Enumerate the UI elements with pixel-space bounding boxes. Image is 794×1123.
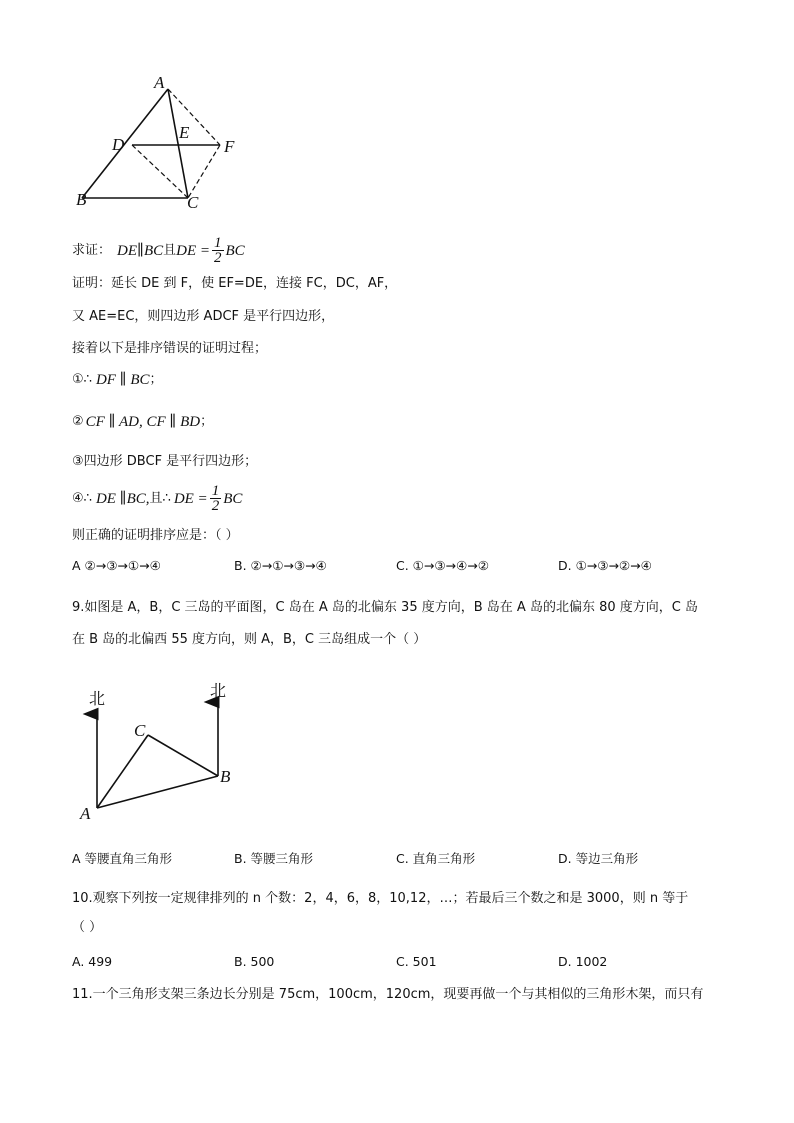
label-c: C (134, 721, 146, 740)
step-4-and: 且∴ (149, 490, 171, 506)
label-b: B (76, 190, 87, 209)
step-1-end: ； (149, 372, 163, 387)
segment-cb (148, 735, 218, 776)
prove-bc: BC (225, 242, 245, 259)
q10-line-2: （ ） (72, 920, 103, 935)
q10-option-c: C. 501 (396, 954, 437, 969)
label-b: B (220, 767, 231, 786)
q8-option-d: D. ①→③→②→④ (558, 558, 652, 573)
fraction-half (212, 236, 224, 265)
step-4-fraction (210, 484, 222, 513)
proof-line-1: 证明：延长 DE 到 F，使 EF=DE，连接 FC，DC，AF， (72, 276, 398, 291)
step-2-text: CF ∥ AD, CF ∥ BD (85, 414, 201, 430)
proof-step-2 (72, 414, 213, 430)
q10-line-1: 10.观察下列按一定规律排列的 n 个数：2，4，6，8，10,12，…；若最后三个数之和是 3000，则 n 等于 (72, 891, 689, 906)
q9-option-c: C. 直角三角形 (396, 851, 476, 866)
label-d: D (112, 135, 125, 154)
label-a: A (154, 73, 165, 92)
geometry-figure-1 (70, 70, 250, 215)
fraction-denominator: 2 (211, 498, 220, 514)
q9-option-b: B. 等腰三角形 (234, 851, 314, 866)
north-label-b: 北 (210, 681, 227, 700)
proof-step-1 (72, 372, 163, 388)
proof-step-3: ③四边形 DBCF 是平行四边形； (72, 454, 258, 469)
segment-ac (168, 89, 188, 198)
fraction-numerator: 1 (211, 483, 220, 499)
q10-option-a: A. 499 (72, 954, 113, 969)
step-4-de-eq: DE = (173, 490, 208, 507)
step-1-text: DF ∥ BC (95, 372, 150, 388)
step-2-end: ； (200, 414, 214, 429)
step-4-number: ④∴ (72, 490, 92, 506)
step-4-de-parallel: DE ∥BC, (95, 490, 150, 507)
label-f: F (224, 137, 235, 156)
q10-option-b: B. 500 (234, 954, 275, 969)
prove-de-eq: DE = (176, 242, 210, 259)
question-8-prompt: 则正确的证明排序应是：（ ） (72, 528, 239, 543)
prove-label: 求证： (72, 242, 112, 258)
segment-af-dashed (168, 89, 220, 145)
prove-statement (72, 236, 245, 265)
step-1-number: ①∴ (72, 372, 92, 387)
prove-and: 且 (163, 242, 177, 258)
q9-option-a: A 等腰直角三角形 (72, 851, 173, 866)
segment-fc-dashed (188, 145, 220, 198)
fraction-denominator: 2 (214, 250, 222, 266)
q8-option-c: C. ①→③→④→② (396, 558, 489, 573)
prove-de-parallel-bc: DE∥BC (117, 242, 164, 259)
q11-line-1: 11.一个三角形支架三条边长分别是 75cm，100cm，120cm，现要再做一个与其相似的三角形木架，而只有 (72, 987, 704, 1002)
north-label-a: 北 (89, 689, 106, 708)
q10-option-d: D. 1002 (558, 954, 608, 969)
step-2-number: ② (72, 414, 84, 429)
q9-line-1: 9.如图是 A，B，C 三岛的平面图，C 岛在 A 岛的北偏东 35 度方向，B 岛在 A 岛的北偏东 80 度方向，C 岛 (72, 600, 698, 615)
fraction-numerator: 1 (214, 235, 222, 251)
segment-ab (82, 89, 168, 198)
proof-step-4 (72, 484, 242, 513)
label-a: A (80, 804, 91, 823)
q8-option-b: B. ②→①→③→④ (234, 558, 327, 573)
label-c: C (187, 193, 199, 212)
step-4-bc: BC (223, 490, 243, 507)
q8-option-a: A ②→③→①→④ (72, 558, 161, 573)
proof-line-3: 接着以下是排序错误的证明过程； (72, 341, 268, 356)
island-map-figure (70, 676, 250, 826)
q9-line-2: 在 B 岛的北偏西 55 度方向，则 A，B，C 三岛组成一个（ ） (72, 632, 427, 647)
q9-option-d: D. 等边三角形 (558, 851, 639, 866)
proof-line-2: 又 AE=EC，则四边形 ADCF 是平行四边形， (72, 309, 335, 324)
label-e: E (179, 123, 190, 142)
